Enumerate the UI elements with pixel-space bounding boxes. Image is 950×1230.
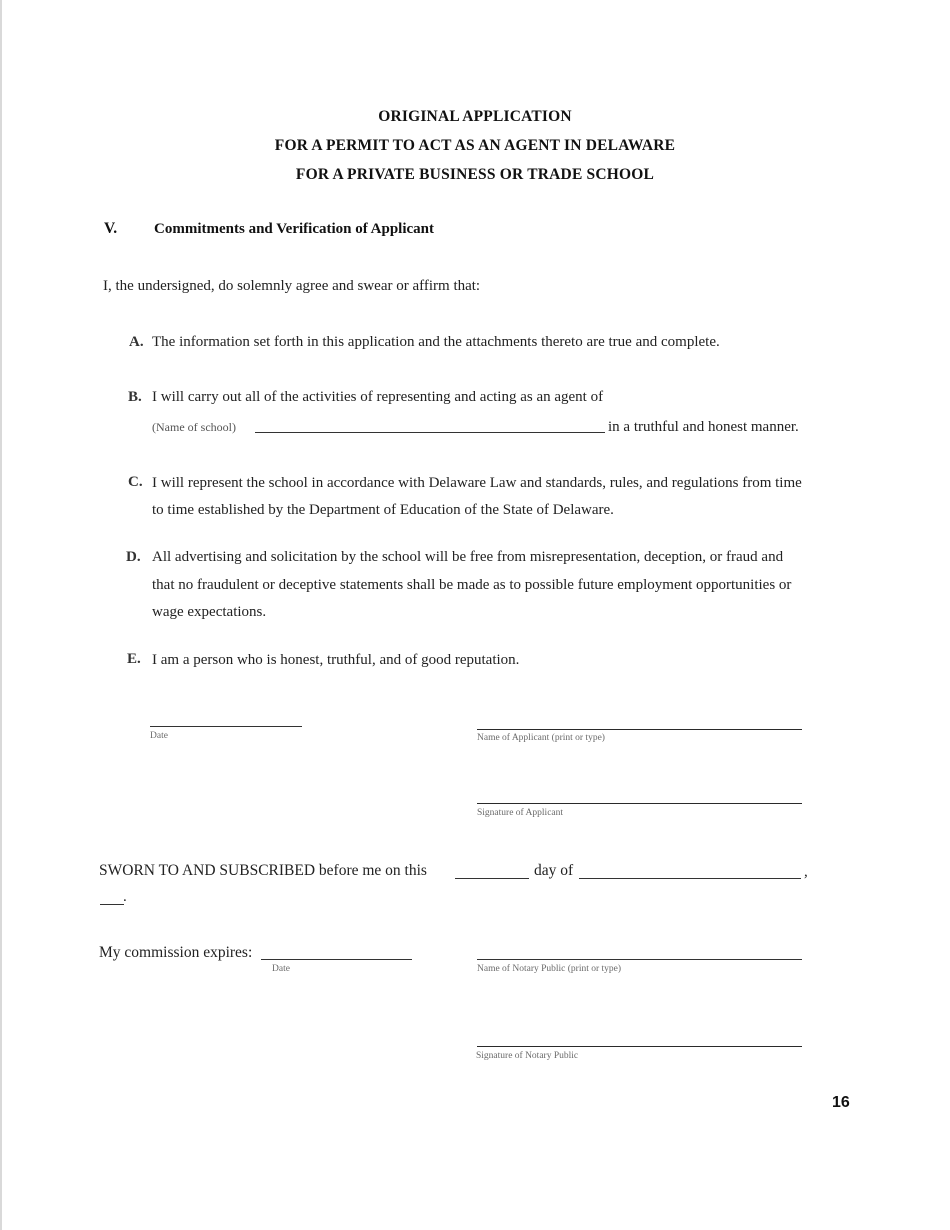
- item-d-letter: D.: [126, 549, 141, 565]
- item-d-line-1: All advertising and solicitation by the school will be free from misrepresentation, deception, or fraud and: [152, 549, 784, 565]
- item-a-text: The information set forth in this application and the attachments thereto are true and complete.: [152, 334, 720, 350]
- section-number: V.: [104, 220, 118, 237]
- notary-signature-label: Signature of Notary Public: [476, 1051, 579, 1061]
- item-b-suffix: in a truthful and honest manner.: [608, 419, 799, 435]
- item-e-text: I am a person who is honest, truthful, and of good reputation.: [152, 652, 520, 668]
- school-name-label: (Name of school): [152, 420, 236, 434]
- intro-text: I, the undersigned, do solemnly agree and swear or affirm that:: [103, 278, 481, 294]
- item-b-text: I will carry out all of the activities of representing and acting as an agent of: [152, 389, 604, 405]
- page-left-edge: [0, 0, 2, 1230]
- sworn-period: .: [123, 889, 127, 905]
- item-c-line-2: to time established by the Department of Education of the State of Delaware.: [152, 502, 614, 518]
- title-line-2: FOR A PERMIT TO ACT AS AN AGENT IN DELAWARE: [274, 137, 676, 154]
- item-e-letter: E.: [127, 651, 141, 667]
- item-b-letter: B.: [128, 389, 142, 405]
- title-line-1: ORIGINAL APPLICATION: [378, 108, 572, 125]
- item-d-line-2: that no fraudulent or deceptive statements shall be made as to possible future employment opportunities or: [152, 577, 792, 593]
- applicant-signature-label: Signature of Applicant: [477, 808, 564, 818]
- title-line-3: FOR A PRIVATE BUSINESS OR TRADE SCHOOL: [295, 166, 655, 183]
- commission-date-label: Date: [272, 964, 290, 974]
- applicant-date-field[interactable]: [150, 726, 302, 727]
- applicant-signature-field[interactable]: [477, 803, 802, 804]
- item-a-letter: A.: [129, 334, 144, 350]
- commission-expires-field[interactable]: [261, 959, 412, 960]
- school-name-field[interactable]: [255, 432, 605, 433]
- applicant-name-label: Name of Applicant (print or type): [477, 733, 605, 743]
- sworn-year-field[interactable]: [100, 904, 124, 905]
- sworn-comma: ,: [804, 864, 808, 880]
- commission-expires-label: My commission expires:: [99, 944, 253, 961]
- sworn-day-of: day of: [534, 862, 574, 879]
- page-number: 16: [832, 1094, 850, 1111]
- sworn-day-field[interactable]: [455, 878, 529, 879]
- item-c-letter: C.: [128, 474, 143, 490]
- item-d-line-3: wage expectations.: [152, 604, 267, 620]
- section-title: Commitments and Verification of Applicant: [154, 221, 435, 237]
- item-c-line-1: I will represent the school in accordance with Delaware Law and standards, rules, and regulations from time: [152, 475, 802, 491]
- sworn-prefix: SWORN TO AND SUBSCRIBED before me on this: [99, 862, 427, 879]
- notary-name-label: Name of Notary Public (print or type): [477, 964, 622, 974]
- notary-signature-field[interactable]: [477, 1046, 802, 1047]
- applicant-name-field[interactable]: [477, 729, 802, 730]
- applicant-date-label: Date: [150, 731, 168, 741]
- sworn-month-field[interactable]: [579, 878, 801, 879]
- notary-name-field[interactable]: [477, 959, 802, 960]
